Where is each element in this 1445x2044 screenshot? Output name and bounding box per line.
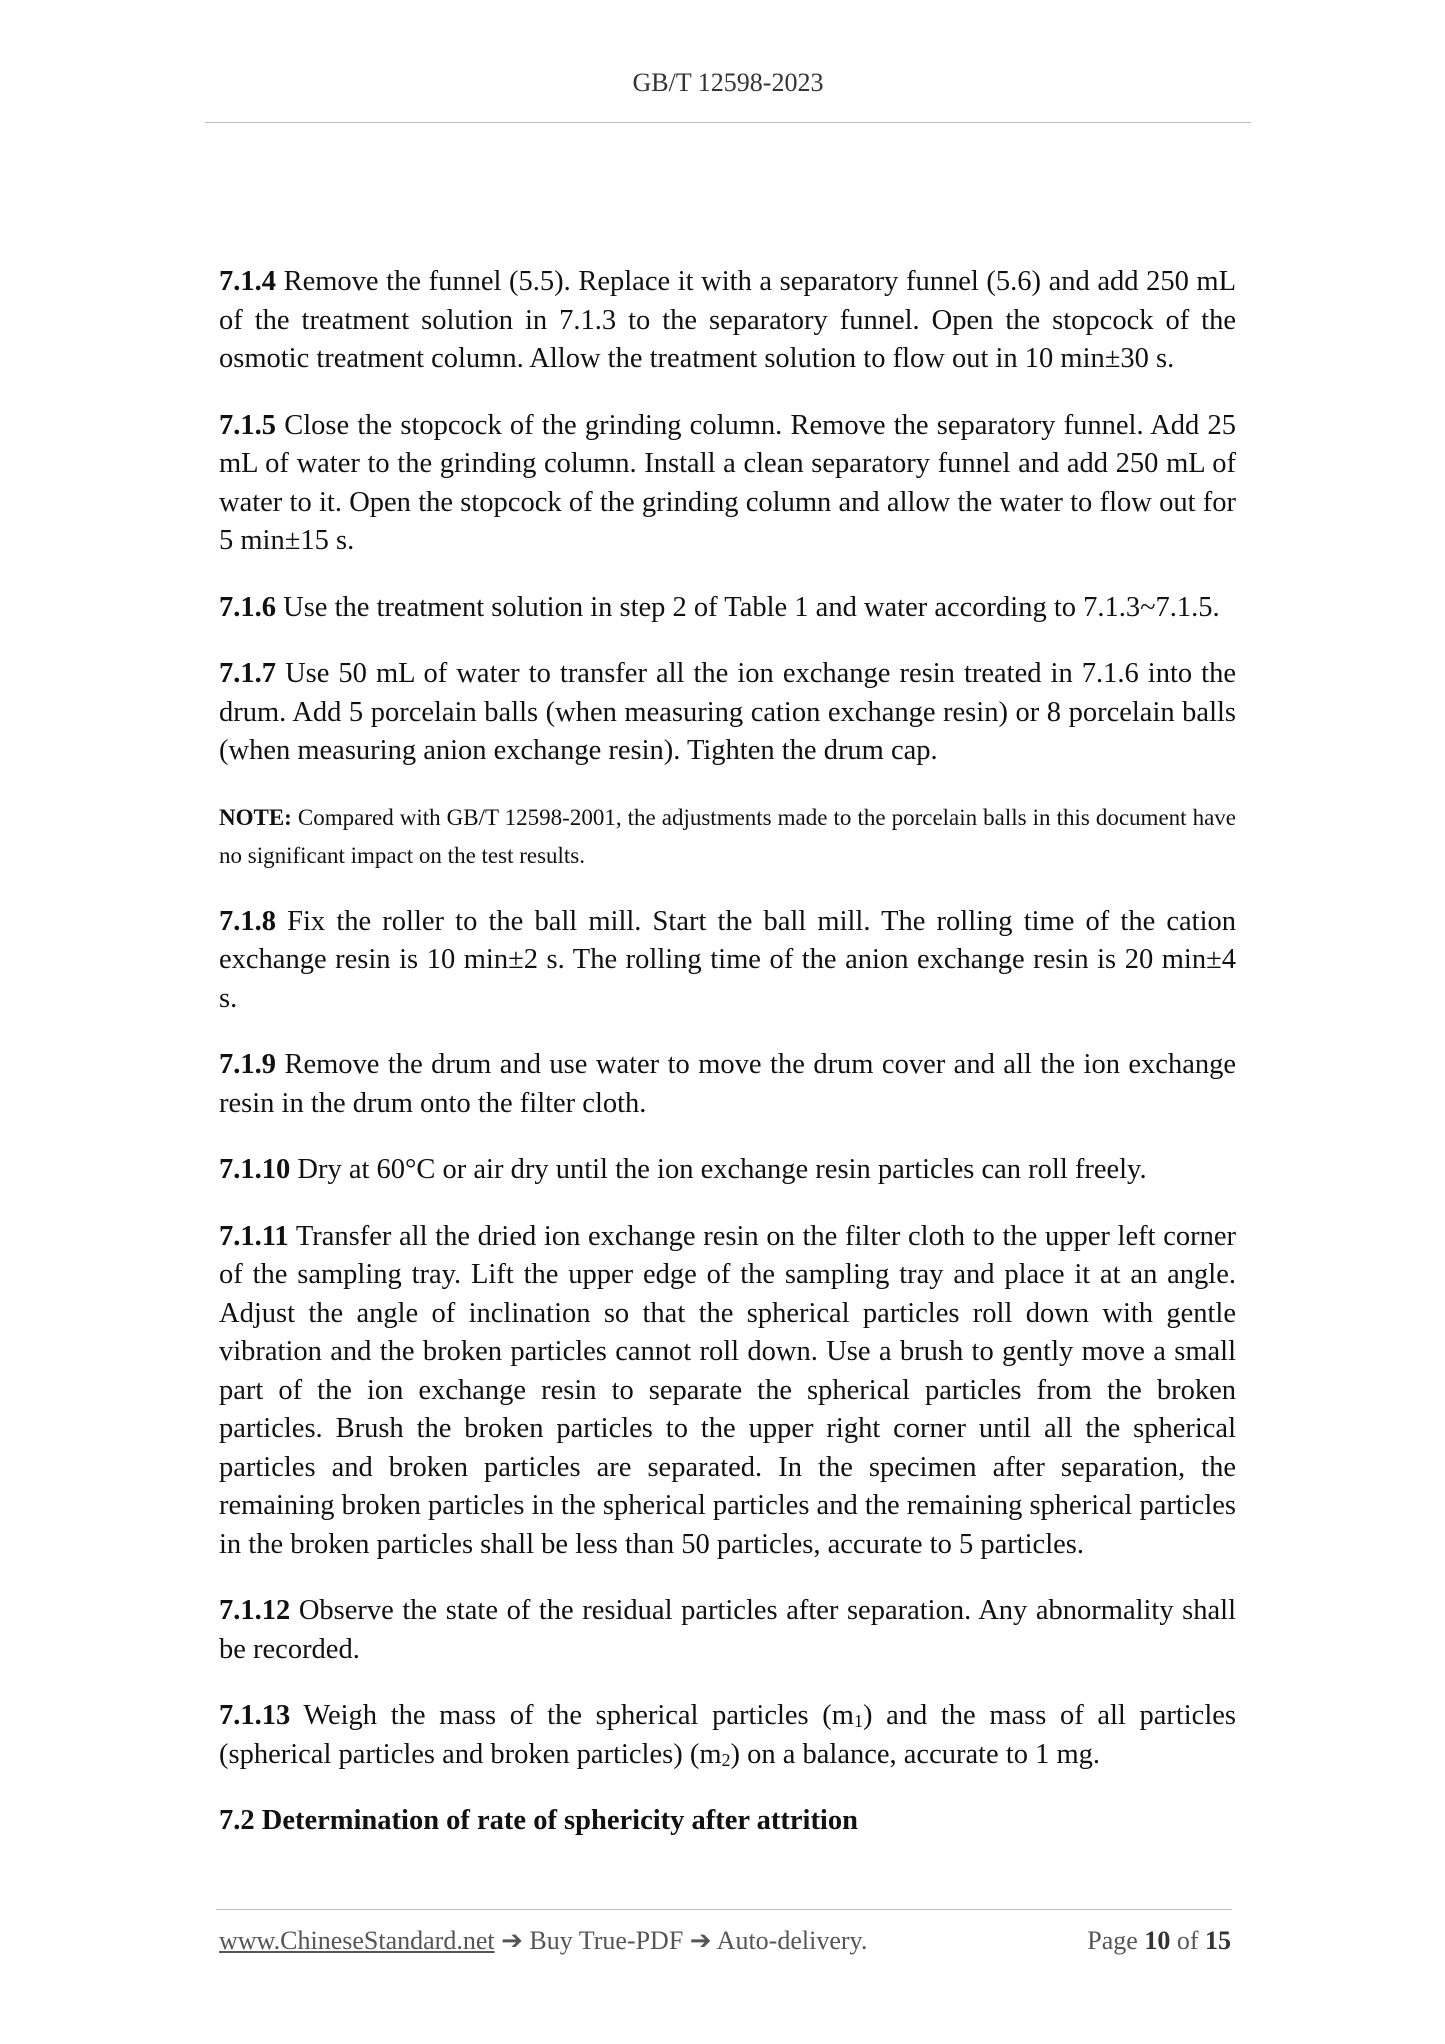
clause-7-1-5 <box>219 407 1236 561</box>
clause-number: 7.1.9 <box>219 1049 276 1080</box>
page-header-title: GB/T 12598-2023 <box>632 68 824 97</box>
clause-number: 7.1.5 <box>219 409 276 441</box>
clause-text-part-3: ) on a balance, accurate to 1 mg. <box>730 1738 1101 1770</box>
clause-7-1-13 <box>219 1697 1236 1774</box>
clause-number: 7.1.11 <box>219 1220 289 1252</box>
subscript-2: 2 <box>721 1749 731 1770</box>
header-divider <box>205 122 1251 123</box>
website-link[interactable]: www.ChineseStandard.net <box>219 1926 495 1955</box>
page-of: of <box>1176 1926 1199 1955</box>
note-text: Compared with GB/T 12598-2001, the adjustments made to the porcelain balls in this document have no significant impact on the test results. <box>219 804 1236 868</box>
page-total: 15 <box>1205 1926 1231 1955</box>
document-body <box>219 263 1236 1841</box>
clause-text: Transfer all the dried ion exchange resin on the filter cloth to the upper left corner of the sampling tray. Lift the upper edge of the sampling tray and place it at an angle. Adjust the angle of inclination so that the spherical particles roll down with gentle vibration and the broken particles cannot roll down. Use a brush to gently move a small part of the ion exchange resin to separate the spherical particles from the broken particles. Brush the broken particles to the upper right corner until all the spherical particles and broken particles are separated. In the specimen after separation, the remaining broken particles in the spherical particles and the remaining spherical particles in the broken particles shall be less than 50 particles, accurate to 5 particles. <box>219 1220 1236 1560</box>
page-indicator <box>1087 1926 1231 1956</box>
clause-7-1-9 <box>219 1046 1236 1123</box>
footer-divider <box>216 1909 1232 1910</box>
clause-7-1-4 <box>219 263 1236 379</box>
note <box>219 799 1236 875</box>
clause-7-1-7 <box>219 655 1236 771</box>
clause-text: Use 50 mL of water to transfer all the ion exchange resin treated in 7.1.6 into the drum. Add 5 porcelain balls (when measuring cation exchange resin) or 8 porcelain balls (when measuring anion exchange resin). Tighten the drum cap. <box>219 658 1236 766</box>
clause-text-part-2: ) and the mass of all particles (spherical particles and broken particles) (m <box>219 1700 1236 1770</box>
page-current: 10 <box>1144 1926 1171 1955</box>
clause-7-1-10 <box>219 1151 1236 1190</box>
arrow-right-icon: ➔ <box>501 1926 523 1955</box>
clause-number: 7.1.12 <box>219 1595 291 1626</box>
page-label: Page <box>1087 1926 1138 1955</box>
clause-number: 7.1.7 <box>219 658 276 689</box>
buy-text: Buy True-PDF <box>529 1926 684 1955</box>
clause-text: Close the stopcock of the grinding column. Remove the separatory funnel. Add 25 mL of water to the grinding column. Install a clean separatory funnel and add 250 mL of water to it. Open the stopcock of the grinding column and allow the water to flow out for 5 min±15 s. <box>219 409 1237 556</box>
delivery-text: Auto-delivery. <box>716 1926 868 1955</box>
clause-text: Use the treatment solution in step 2 of Table 1 and water according to 7.1.3~7.1.5. <box>283 591 1220 623</box>
clause-number: 7.1.8 <box>219 905 276 937</box>
clause-7-1-8 <box>219 903 1236 1019</box>
note-label: NOTE: <box>219 804 292 830</box>
clause-7-1-6 <box>219 589 1236 628</box>
section-heading-7-2: 7.2 Determination of rate of sphericity after attrition <box>219 1805 858 1836</box>
clause-text: Dry at 60°C or air dry until the ion exchange resin particles can roll freely. <box>297 1154 1147 1185</box>
clause-number: 7.1.4 <box>219 266 276 297</box>
clause-number: 7.1.10 <box>219 1154 291 1185</box>
subscript-1: 1 <box>853 1711 863 1731</box>
clause-7-1-11 <box>219 1218 1236 1565</box>
clause-text: Fix the roller to the ball mill. Start the ball mill. The rolling time of the cation exchange resin is 10 min±2 s. The rolling time of the anion exchange resin is 20 min±4 s. <box>219 905 1237 1014</box>
clause-text-part-1: Weigh the mass of the spherical particles (m <box>303 1700 854 1731</box>
clause-number: 7.1.6 <box>219 591 276 623</box>
clause-text: Observe the state of the residual particles after separation. Any abnormality shall be recorded. <box>219 1595 1236 1665</box>
clause-number: 7.1.13 <box>219 1700 291 1731</box>
arrow-right-icon: ➔ <box>689 1926 712 1955</box>
page-footer <box>219 1926 1231 1956</box>
clause-7-1-12 <box>219 1592 1236 1669</box>
clause-text: Remove the drum and use water to move the drum cover and all the ion exchange resin in the drum onto the filter cloth. <box>219 1049 1237 1119</box>
clause-text: Remove the funnel (5.5). Replace it with a separatory funnel (5.6) and add 250 mL of the treatment solution in 7.1.3 to the separatory funnel. Open the stopcock of the osmotic treatment column. Allow the treatment solution to flow out in 10 min±30 s. <box>219 266 1237 374</box>
